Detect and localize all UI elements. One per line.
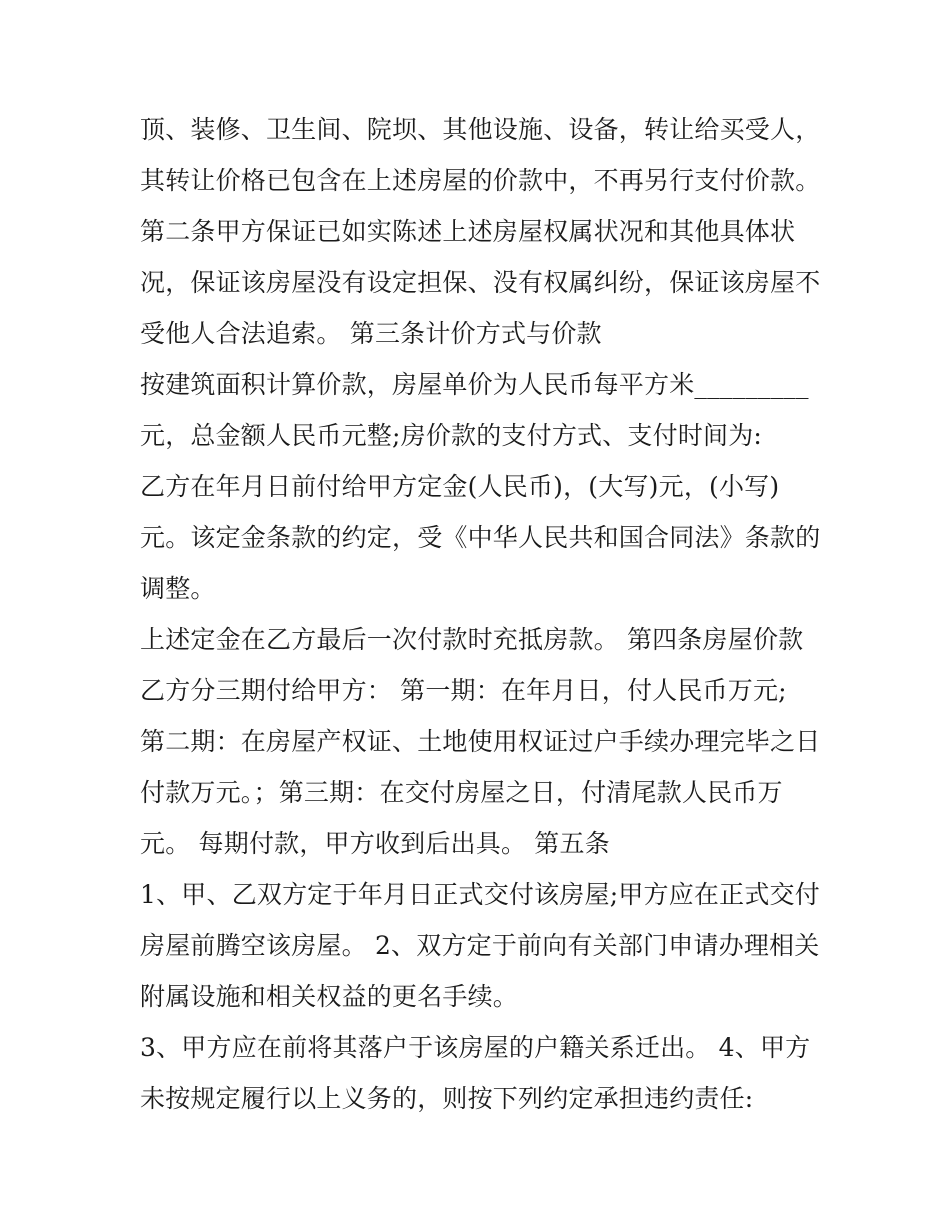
text-line-15: 元。 每期付款，甲方收到后出具。 第五条 xyxy=(140,829,610,858)
text-line-6: 按建筑面积计算价款，房屋单价为人民币每平方米_________ xyxy=(140,370,809,399)
text-line-18: 附属设施和相关权益的更名手续。 xyxy=(140,982,519,1011)
text-line-9: 元。该定金条款的约定，受《中华人民共和国合同法》条款的 xyxy=(140,523,821,552)
text-line-19: 3、甲方应在前将其落户于该房屋的户籍关系迁出。 4、甲方 xyxy=(140,1033,811,1062)
text-line-8: 乙方在年月日前付给甲方定金(人民币)，(大写)元，(小写) xyxy=(140,472,780,501)
text-line-14: 付款万元。；第三期：在交付房屋之日，付清尾款人民币万 xyxy=(140,778,783,807)
text-line-16: 1、甲、乙双方定于年月日正式交付该房屋;甲方应在正式交付 xyxy=(140,880,820,909)
text-line-12: 乙方分三期付给甲方： 第一期：在年月日，付人民币万元; xyxy=(140,676,787,705)
document-body xyxy=(140,104,830,1124)
text-line-20: 未按规定履行以上义务的，则按下列约定承担违约责任: xyxy=(140,1084,754,1113)
text-line-17: 房屋前腾空该房屋。 2、双方定于前向有关部门申请办理相关 xyxy=(140,931,820,960)
text-line-3: 第二条甲方保证已如实陈述上述房屋权属状况和其他具体状 xyxy=(140,217,796,246)
text-line-10: 调整。 xyxy=(140,574,216,603)
text-line-2: 其转让价格已包含在上述房屋的价款中，不再另行支付价款。 xyxy=(140,166,821,195)
text-line-7: 元，总金额人民币元整;房价款的支付方式、支付时间为: xyxy=(140,421,763,450)
text-line-13: 第二期：在房屋产权证、土地使用权证过户手续办理完毕之日 xyxy=(140,727,821,756)
text-line-5: 受他人合法追索。 第三条计价方式与价款 xyxy=(140,319,602,348)
text-line-11: 上述定金在乙方最后一次付款时充抵房款。 第四条房屋价款 xyxy=(140,625,804,654)
text-line-1: 顶、装修、卫生间、院坝、其他设施、设备，转让给买受人， xyxy=(140,115,821,144)
text-line-4: 况，保证该房屋没有设定担保、没有权属纠纷，保证该房屋不 xyxy=(140,268,821,297)
